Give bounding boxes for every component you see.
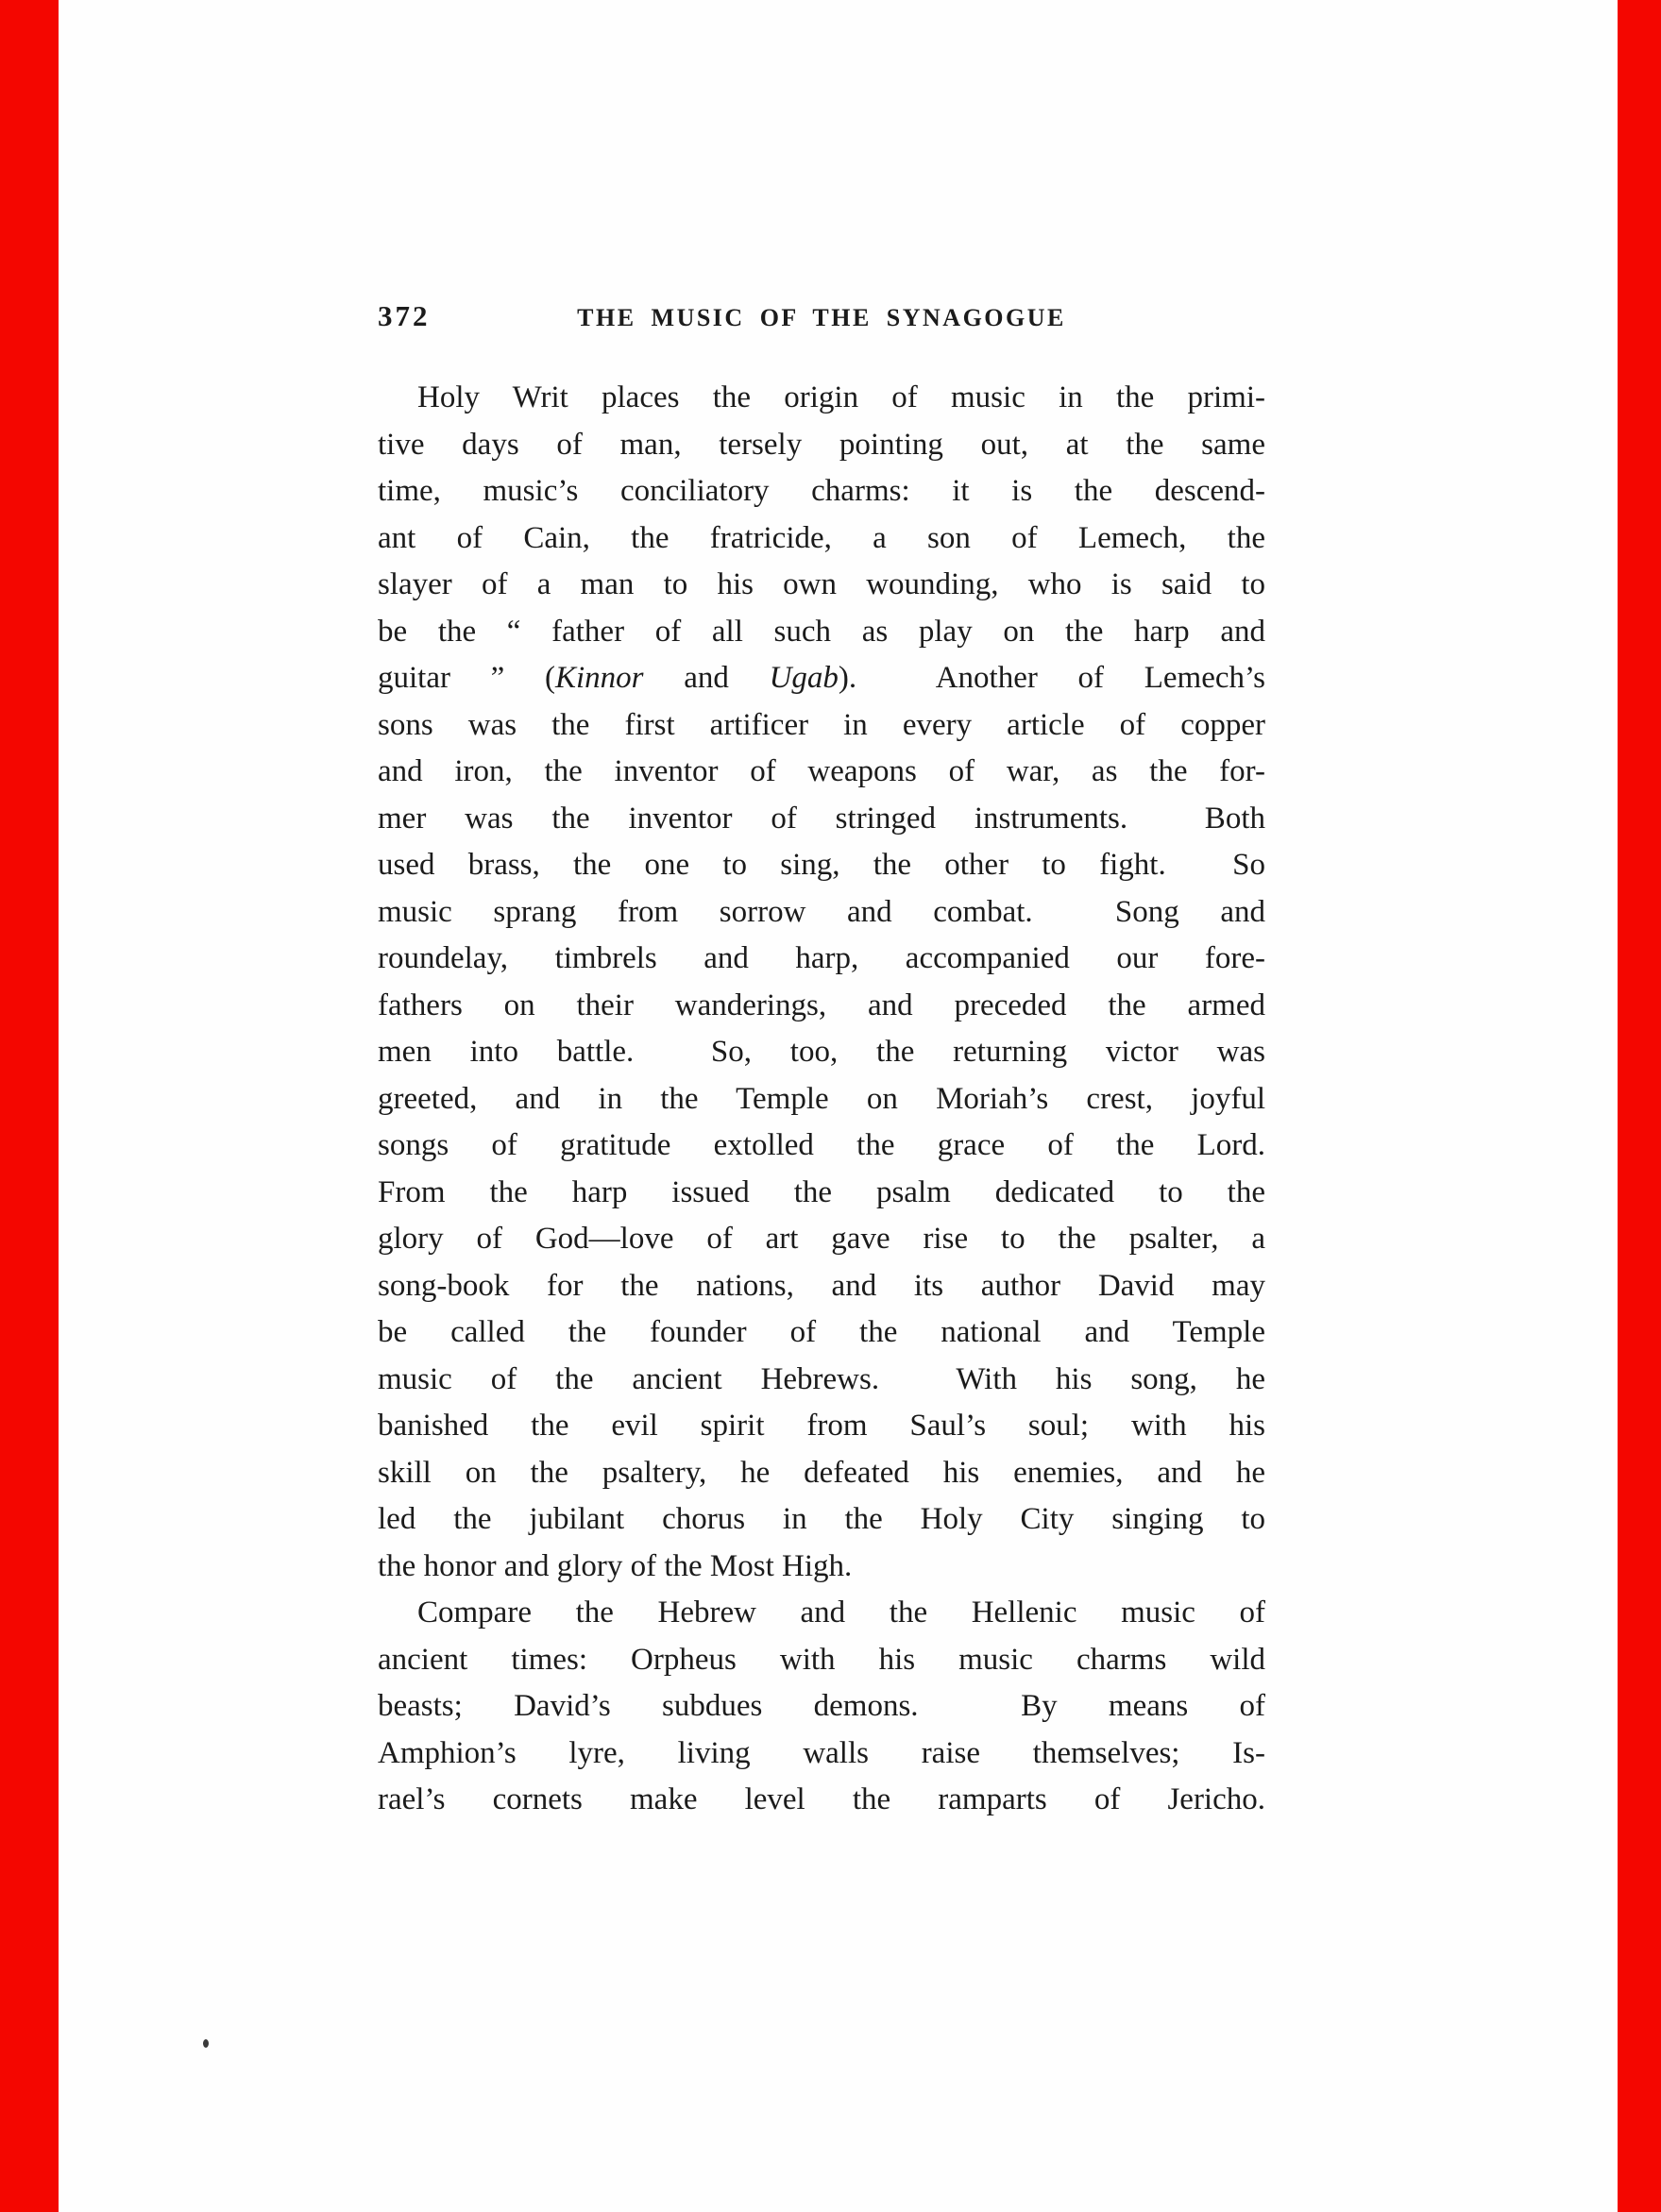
text-line [378,1496,1265,1544]
text-line [378,515,1265,563]
text-line [378,1683,1265,1731]
text-line [378,609,1265,656]
body-text: music of the ancient Hebrews. With his song, he [378,1361,1265,1396]
body-text: Amphion’s lyre, living walls raise themselves; Is- [378,1735,1265,1770]
body-text: mer was the inventor of stringed instruments. Both [378,801,1265,836]
body-text: roundelay, timbrels and harp, accompanied our fore- [378,941,1265,975]
paragraph [378,375,1265,1590]
body-text: ant of Cain, the fratricide, a son of Lemech, the [378,520,1265,555]
body-text: used brass, the one to sing, the other to fight. So [378,848,1265,882]
body-text: be the “ father of all such as play on the harp and [378,614,1265,649]
italic-text: Kinnor [555,661,644,695]
text-line [378,375,1265,422]
text-line [378,889,1265,937]
text-line [378,702,1265,750]
text-line [378,1309,1265,1357]
text-line [378,1450,1265,1497]
page-content [378,297,1265,1824]
body-text: ancient times: Orpheus with his music charms wild [378,1642,1265,1677]
italic-text: Ugab [769,661,839,695]
body-text: be called the founder of the national and Temple [378,1315,1265,1349]
body-text: Compare the Hebrew and the Hellenic music of [417,1596,1265,1629]
text-line [378,936,1265,983]
body-text: the honor and glory of the Most High. [378,1548,853,1583]
scan-edge-left [0,0,59,2212]
body-text: and [643,661,770,695]
text-line [378,468,1265,515]
running-title: THE MUSIC OF THE SYNAGOGUE [577,304,1066,331]
text-line [378,1170,1265,1217]
text-line [378,983,1265,1030]
scan-edge-right [1618,0,1661,2212]
text-line [378,562,1265,609]
body-text: songs of gratitude extolled the grace of the Lord. [378,1128,1265,1162]
body-text: skill on the psaltery, he defeated his enemies, and he [378,1455,1265,1490]
text-line [378,1216,1265,1263]
text-line [378,1123,1265,1170]
body-text: From the harp issued the psalm dedicated to the [378,1174,1265,1209]
body-text: time, music’s conciliatory charms: it is the descend- [378,474,1265,508]
body-text: Holy Writ places the origin of music in the primi- [417,380,1265,414]
body-text: men into battle. So, too, the returning victor was [378,1035,1265,1069]
text-line [378,655,1265,702]
text-line [378,1544,1265,1591]
text-line [378,1777,1265,1824]
text-line [378,1357,1265,1404]
text-block [378,375,1265,1824]
body-text: tive days of man, tersely pointing out, at the same [378,427,1265,462]
text-line [378,1076,1265,1123]
body-text: glory of God—love of art gave rise to the psalter, a [378,1222,1265,1256]
ink-speck [203,2039,209,2048]
page-header [378,297,1265,335]
text-line [378,796,1265,843]
body-text: sons was the first artificer in every article of copper [378,707,1265,742]
text-line [378,422,1265,469]
text-line [378,1029,1265,1076]
body-text: music sprang from sorrow and combat. Song and [378,894,1265,929]
body-text: song-book for the nations, and its author David may [378,1268,1265,1303]
text-line [378,1731,1265,1778]
page-number: 372 [378,299,431,332]
body-text: led the jubilant chorus in the Holy City singing to [378,1502,1265,1536]
body-text: beasts; David’s subdues demons. By means of [378,1689,1265,1723]
body-text: ). Another of Lemech’s [838,661,1265,695]
body-text: banished the evil spirit from Saul’s soul; with his [378,1409,1265,1443]
text-line [378,1637,1265,1684]
body-text: rael’s cornets make level the ramparts of Jericho. [378,1782,1265,1816]
text-line [378,1403,1265,1450]
body-text: slayer of a man to his own wounding, who is said to [378,567,1265,601]
text-line [378,842,1265,889]
text-line [378,1263,1265,1310]
body-text: greeted, and in the Temple on Moriah’s crest, joyful [378,1081,1265,1116]
text-line [378,1590,1265,1637]
body-text: and iron, the inventor of weapons of war, as the for- [378,754,1265,788]
body-text: fathers on their wanderings, and preceded the armed [378,988,1265,1022]
paragraph [378,1590,1265,1824]
body-text: guitar ” ( [378,661,555,695]
text-line [378,749,1265,796]
